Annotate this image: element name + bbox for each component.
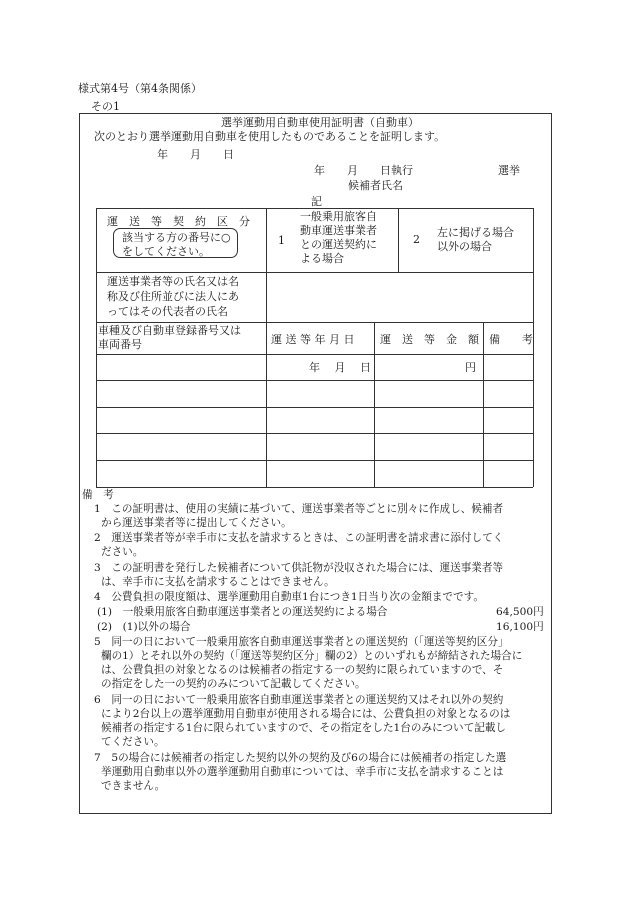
carrier-label: ってはその代表者の氏名: [107, 305, 228, 318]
option-2-number: 2: [413, 233, 420, 246]
table-line: [96, 208, 533, 209]
note-line: は、幸手市に支払を請求することはできません。: [101, 576, 335, 588]
note-line: から運送事業者等に提出してください。: [101, 517, 292, 529]
col-remarks-header: 備 考: [489, 333, 533, 346]
option-1-text: 一般乗用旅客自: [300, 210, 377, 223]
table-line: [96, 433, 533, 434]
note-line: 2 運送事業者等が幸手市に支払を請求するときは、この証明書を請求書に添付してく: [94, 532, 504, 544]
option-1-text: との運送契約に: [300, 238, 377, 251]
form-part: その1: [91, 100, 120, 113]
limit-1-label: (1) 一般乗用旅客自動車運送事業者との運送契約による場合: [97, 606, 388, 618]
note-line: 候補者の指定する1台に限られていますので、その指定をした1台のみについて記載し: [101, 722, 507, 734]
issue-date-line: 年 月 日: [157, 148, 234, 161]
note-line: ださい。: [101, 546, 144, 558]
table-line: [96, 272, 533, 273]
table-line: [483, 322, 484, 487]
row-date-template: 年 月 日: [309, 361, 371, 374]
contract-type-label: 運 送 等 契 約 区 分: [107, 215, 250, 228]
table-line: [96, 460, 533, 461]
col-vehicle-header: 車種及び自動車登録番号又は: [98, 324, 241, 337]
table-line: [533, 208, 534, 487]
election-suffix: 選挙: [498, 164, 520, 177]
carrier-label: 称及び住所並びに法人にあ: [107, 290, 239, 303]
table-line: [398, 208, 399, 272]
col-date-header: 運 送 等 年 月 日: [271, 333, 355, 346]
note-line: 1 この証明書は、使用の実績に基づいて、運送事業者等ごとに別々に作成し、候補者: [94, 503, 504, 515]
note-line: の指定をした一の契約のみについて記載してください。: [101, 678, 366, 690]
note-line: 3 この証明書を発行した候補者について供託物が没収された場合には、運送事業者等: [94, 562, 504, 574]
col-vehicle-header: 車両番号: [98, 338, 142, 351]
note-line: 4 公費負担の限度額は、選挙運動用自動車1台につき1日当り次の金額までです。: [94, 591, 484, 603]
option-2-text: 左に掲げる場合: [437, 226, 514, 239]
option-1-text: よる場合: [300, 252, 344, 265]
form-number: 様式第4号（第4条関係）: [78, 82, 202, 95]
table-line: [266, 208, 267, 487]
table-line: [96, 487, 533, 488]
option-2-text: 以外の場合: [437, 240, 492, 253]
note-line: 挙運動用自動車以外の選挙運動用自動車については、幸手市に支払を請求することは: [101, 766, 504, 778]
table-line: [96, 380, 533, 381]
table-line: [96, 407, 533, 408]
limit-2-amount: 16,100円: [496, 621, 544, 633]
note-line: 6 同一の日において一般乗用旅客自動車運送事業者との運送契約又はそれ以外の契約: [94, 694, 504, 706]
limit-2-label: (2) (1)以外の場合: [97, 621, 191, 633]
notes-heading: 備 考: [82, 489, 114, 501]
note-line: により2台以上の選挙運動用自動車が使用される場合には、公費負担の対象となるのは: [101, 708, 511, 720]
election-date: 年 月 日執行: [314, 164, 413, 177]
limit-1-amount: 64,500円: [496, 606, 544, 618]
note-line: 5 同一の日において一般乗用旅客自動車運送事業者との運送契約（「運送等契約区分」: [94, 636, 509, 648]
table-line: [374, 322, 375, 487]
carrier-label: 運送事業者等の氏名又は名: [107, 275, 239, 288]
option-1-text: 動車運送事業者: [300, 224, 377, 237]
certificate-statement: 次のとおり選挙運動用自動車を使用したものであることを証明します。: [94, 130, 446, 143]
option-1-number: 1: [278, 234, 285, 247]
note-line: は、公費負担の対象となるのは候補者の指定する一の契約に限られていますので、そ: [101, 664, 504, 676]
note-line: てください。: [101, 736, 165, 748]
table-line: [96, 208, 97, 487]
contract-type-hint-2: をしてください。: [122, 245, 210, 258]
table-line: [96, 354, 533, 355]
certificate-title: 選挙運動用自動車使用証明書（自動車）: [221, 116, 419, 129]
row-yen-unit: 円: [465, 361, 476, 374]
note-line: できません。: [101, 780, 166, 792]
note-line: 7 5の場合には候補者の指定した契約以外の契約及び6の場合には候補者の指定した選: [94, 752, 507, 764]
table-line: [96, 322, 533, 323]
note-line: 欄の1）とそれ以外の契約（「運送等契約区分」欄の2）とのいずれもが締結された場合に: [101, 650, 523, 662]
col-amount-header: 運 送 等 金 額: [380, 333, 479, 346]
candidate-name-label: 候補者氏名: [348, 179, 403, 192]
record-mark: 記: [311, 195, 322, 208]
contract-type-hint-1: 該当する方の番号に○: [122, 231, 231, 244]
